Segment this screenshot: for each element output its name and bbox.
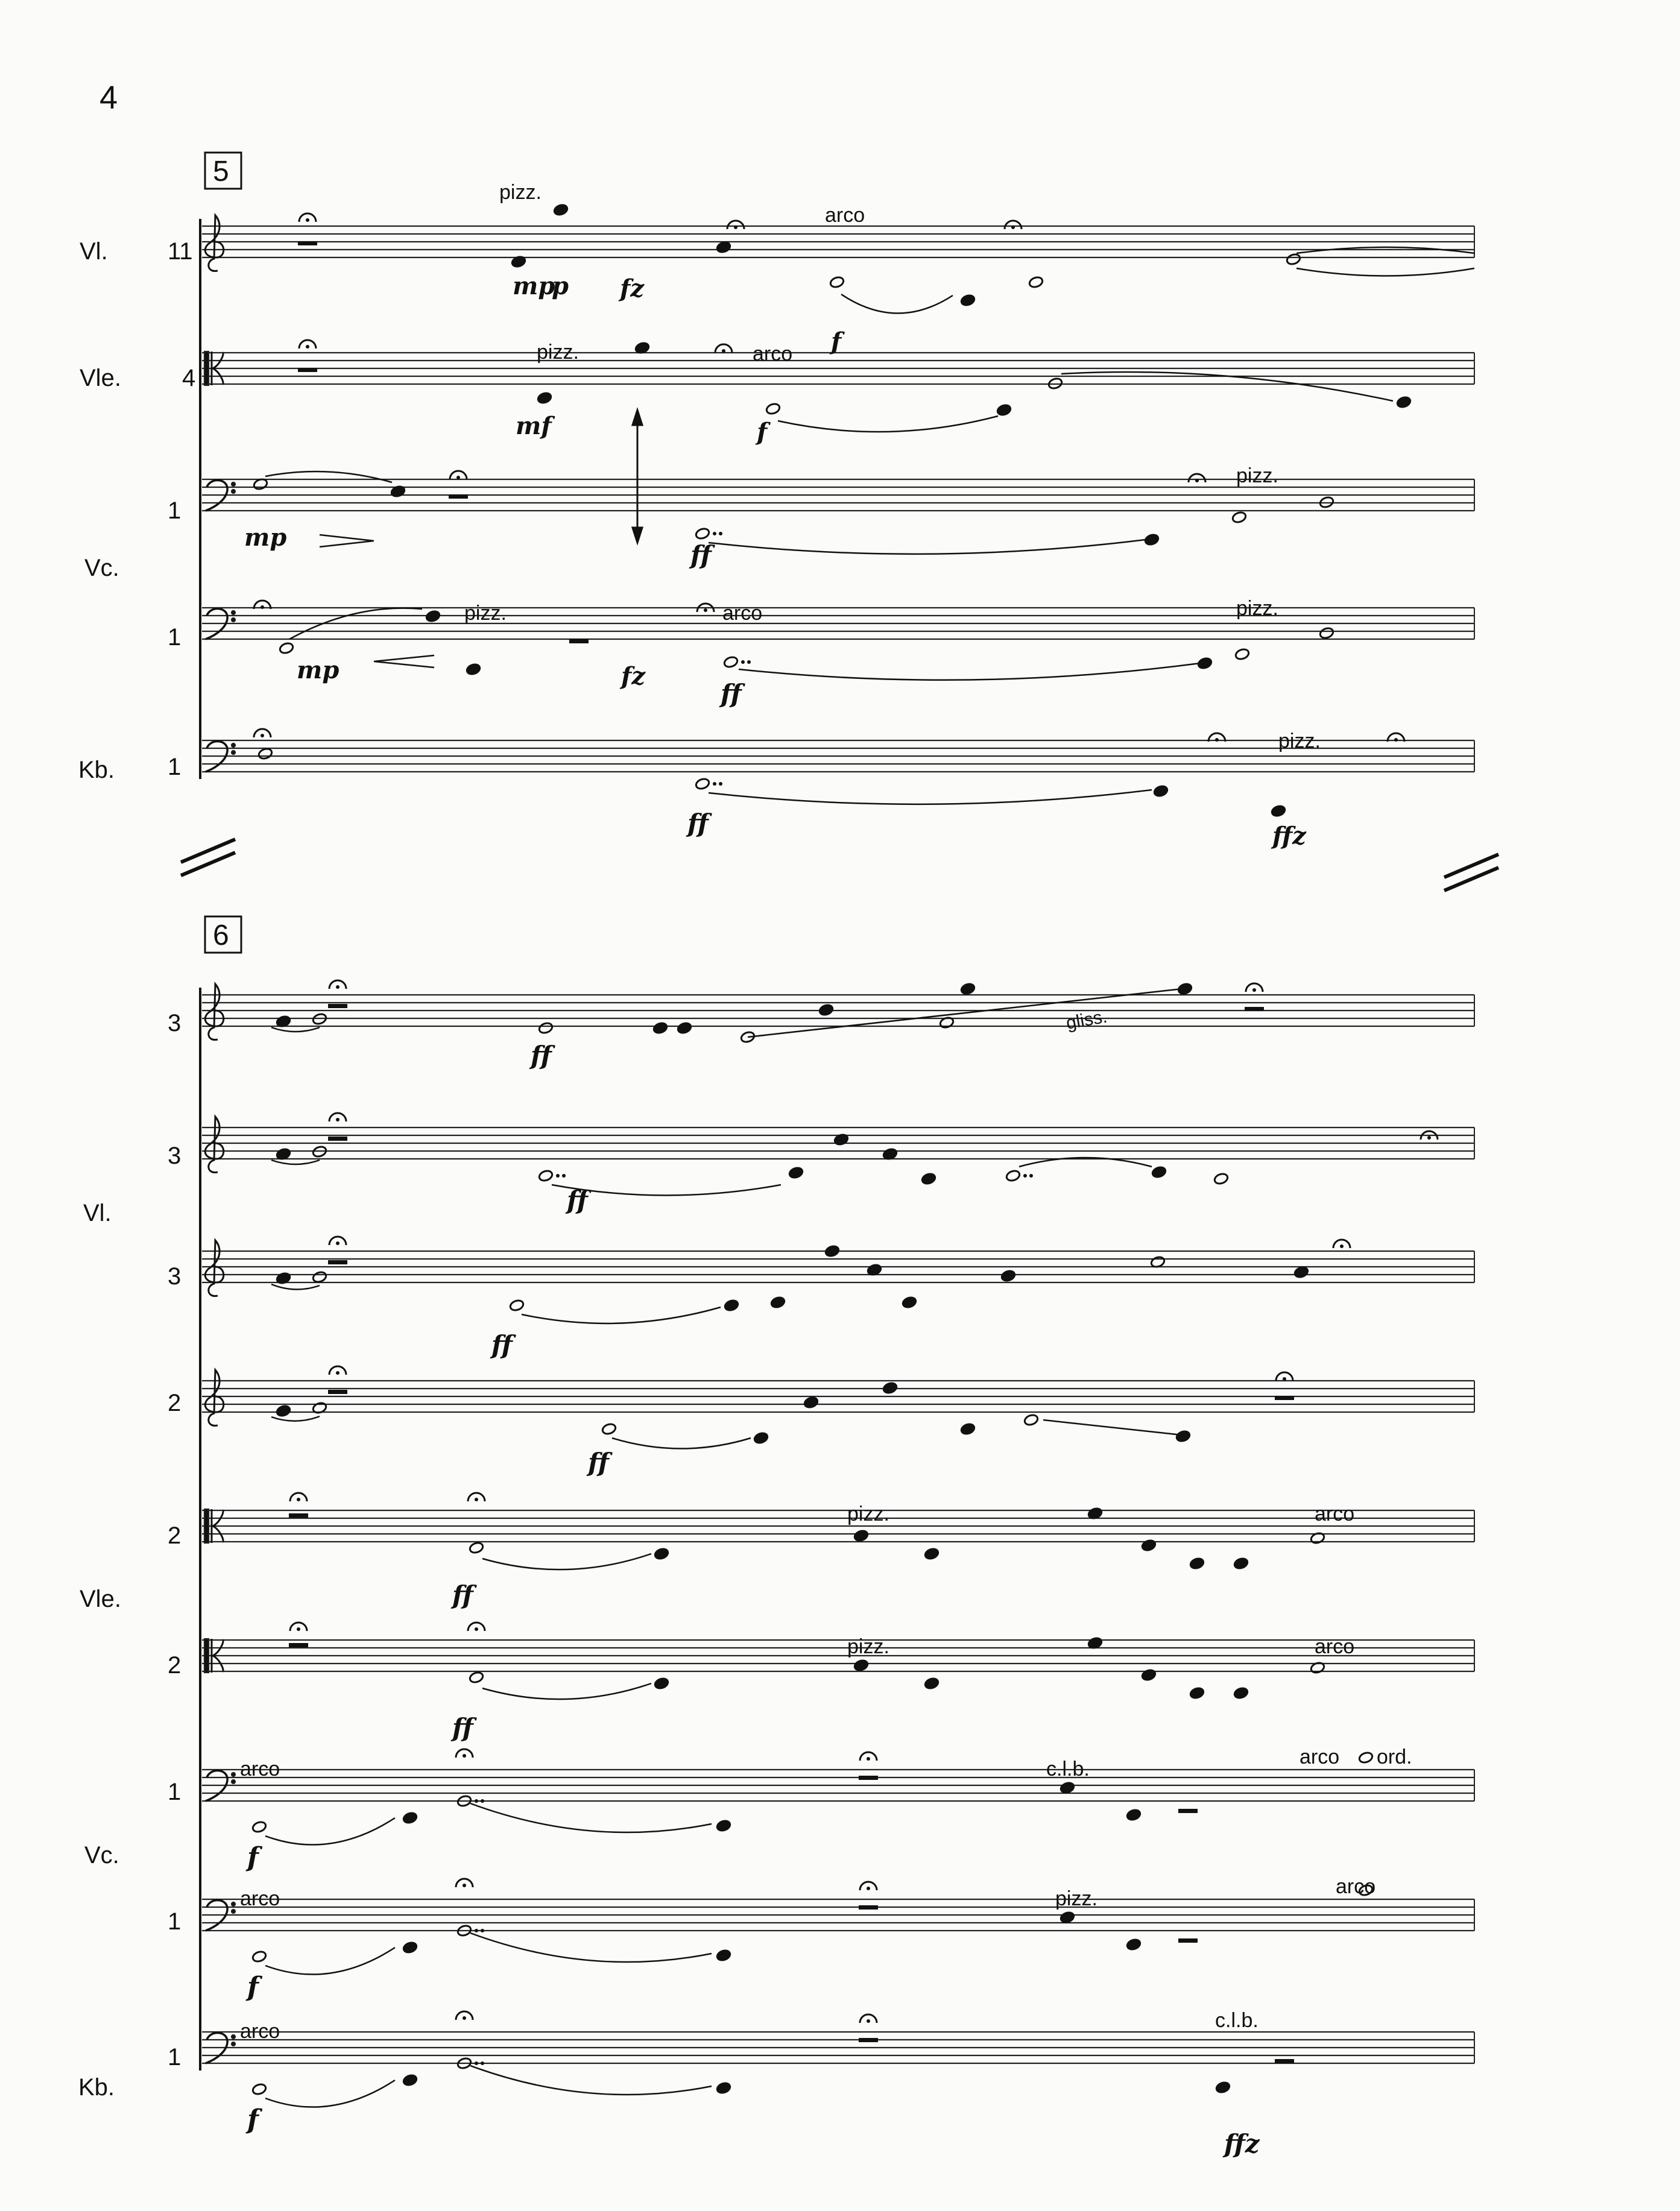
notehead (1396, 396, 1412, 409)
treble-clef (205, 984, 224, 1040)
dynamic-mark: mp (513, 272, 555, 300)
direction-text: pizz. (1236, 464, 1278, 487)
direction-text: ord. (1377, 1746, 1412, 1768)
direction-text: pizz. (1278, 730, 1321, 752)
bass-clef-dot (232, 1910, 235, 1913)
dot (719, 532, 722, 535)
treble-clef (205, 215, 224, 271)
notehead (716, 1949, 731, 1962)
notehead (538, 1021, 554, 1035)
dynamic-mark: f (757, 418, 768, 446)
direction-text: pizz. (847, 1503, 889, 1525)
slur (271, 1416, 320, 1421)
alto-clef-bar (204, 1509, 209, 1543)
half-rest (1178, 1938, 1198, 1943)
dynamic-mark: ff (690, 540, 712, 570)
notehead (425, 610, 441, 623)
bass-clef-dot (232, 618, 235, 622)
notehead (1177, 982, 1193, 995)
instrument-label: Vc. (84, 555, 119, 581)
half-rest (328, 1260, 347, 1264)
direction-text: pizz. (1236, 597, 1278, 620)
alto-clef-bar (204, 352, 209, 385)
player-count: 3 (168, 1010, 182, 1036)
dot (713, 782, 716, 786)
notehead (553, 203, 569, 216)
direction-text: arco (753, 342, 793, 365)
fermata-dot (1215, 738, 1219, 742)
notehead (716, 2081, 731, 2095)
notehead (723, 655, 739, 669)
dynamic-mark: f (247, 2104, 259, 2135)
treble-clef (205, 1370, 224, 1426)
direction-text: arco (240, 1887, 280, 1910)
slur (470, 2066, 712, 2095)
half-rest (289, 1513, 308, 1518)
fermata-dot (475, 1498, 478, 1501)
dynamic-mark: mp (244, 523, 287, 552)
fermata-dot (1340, 1244, 1344, 1248)
fermata-dot (1195, 479, 1199, 482)
notehead (1213, 1172, 1229, 1185)
direction-text: pizz. (847, 1635, 889, 1658)
fermata-dot (1283, 1377, 1286, 1381)
half-rest (298, 241, 317, 245)
alto-clef-bar (204, 1639, 209, 1673)
notehead (1023, 1413, 1039, 1427)
notehead (1028, 276, 1044, 289)
half-rest (859, 2038, 878, 2042)
dynamic-mark: ff (531, 1041, 552, 1070)
slur (709, 540, 1146, 554)
notehead (695, 527, 710, 540)
fermata-dot (306, 218, 309, 222)
player-count: 1 (168, 1908, 182, 1935)
fermata-dot (867, 1757, 870, 1761)
notehead (765, 402, 781, 415)
notehead (1215, 2081, 1231, 2094)
player-count: 1 (168, 2044, 182, 2071)
fermata-dot (734, 226, 737, 229)
bass-clef-dot (232, 1780, 235, 1784)
dot (562, 1174, 566, 1178)
bass-clef-dot (232, 743, 235, 747)
notehead (538, 1169, 554, 1182)
direction-text: pizz. (464, 602, 507, 625)
notehead (1059, 1911, 1075, 1924)
fermata-dot (475, 1627, 478, 1631)
notehead (1234, 648, 1250, 661)
half-rest (328, 1004, 347, 1008)
dynamic-mark: ff (588, 1448, 609, 1477)
notehead (537, 391, 552, 405)
dot (1029, 1174, 1033, 1178)
player-count: 1 (168, 624, 182, 651)
dynamic-mark: ff (452, 1713, 473, 1743)
fermata-dot (297, 1627, 300, 1631)
notehead (1144, 533, 1160, 546)
notehead (601, 1422, 617, 1436)
direction-text: c.l.b. (1215, 2009, 1258, 2032)
notehead (654, 1547, 669, 1560)
instrument-label: Vl. (83, 1200, 112, 1226)
notehead (312, 1270, 327, 1284)
notehead (466, 663, 481, 676)
notehead (1271, 804, 1286, 818)
dot (747, 660, 751, 664)
notehead (251, 1950, 267, 1963)
player-count: 2 (168, 1652, 182, 1679)
direction-text: arco (722, 602, 763, 625)
notehead (279, 642, 294, 655)
dynamic-mark: fz (621, 662, 645, 690)
bass-clef-dot (232, 751, 235, 754)
notehead (853, 1529, 869, 1542)
slur (265, 1948, 395, 1975)
notehead (1233, 1686, 1249, 1700)
half-rest (289, 1643, 308, 1647)
direction-text: c.l.b. (1046, 1758, 1090, 1780)
notehead (902, 1296, 917, 1309)
fermata-dot (1394, 738, 1398, 742)
instrument-label: Vc. (84, 1842, 119, 1869)
notehead (960, 982, 976, 995)
dynamic-mark: f (831, 327, 842, 356)
notehead (716, 1819, 731, 1832)
fermata-dot (336, 1118, 339, 1121)
notehead (1126, 1808, 1142, 1821)
notehead (402, 1811, 418, 1825)
fermata-dot (306, 345, 309, 349)
notehead (402, 2074, 418, 2087)
dynamic-mark: f (247, 1972, 259, 2002)
notehead (652, 1021, 668, 1035)
dynamic-mark: ff (721, 679, 742, 708)
tie (1296, 247, 1474, 276)
notehead (1005, 1169, 1021, 1182)
fermata-dot (867, 1887, 870, 1890)
dynamic-mark: ff (687, 809, 709, 838)
dot (556, 1174, 560, 1178)
notehead (818, 1003, 834, 1017)
notehead (924, 1677, 939, 1690)
notehead (1231, 511, 1247, 524)
slur (612, 1438, 751, 1449)
half-rest (859, 1776, 878, 1780)
notehead (960, 1422, 976, 1436)
direction-text: arco (1315, 1503, 1355, 1525)
instrument-label: Vle. (80, 365, 121, 391)
fermata-dot (463, 2016, 466, 2020)
player-count: 1 (168, 1779, 182, 1805)
fermata-dot (867, 2019, 870, 2023)
direction-text: arco (1299, 1746, 1340, 1768)
player-count: 3 (168, 1263, 182, 1290)
notehead (257, 747, 273, 760)
direction-text: arco (240, 2020, 280, 2043)
hairpin-decrescendo (320, 535, 374, 547)
bass-clef-dot (232, 1773, 235, 1776)
notehead (469, 1541, 484, 1554)
dynamic-mark: ff (567, 1185, 588, 1215)
line (1043, 1420, 1182, 1435)
glissando (748, 989, 1182, 1037)
notehead (921, 1172, 936, 1185)
dynamic-mark: ffz (1224, 2129, 1260, 2159)
notehead (654, 1677, 669, 1690)
slur (470, 1803, 712, 1832)
fermata-dot (722, 349, 725, 353)
player-count: 3 (168, 1143, 182, 1169)
slur (470, 1933, 712, 1962)
slur (482, 1683, 651, 1699)
notehead (1319, 626, 1334, 640)
rehearsal-mark: 6 (213, 919, 229, 951)
player-count: 4 (182, 365, 196, 391)
direction-text: arco (1315, 1635, 1355, 1658)
player-count: 1 (168, 497, 182, 524)
half-rest (328, 1390, 347, 1394)
notehead (1189, 1557, 1205, 1570)
slur (778, 416, 998, 432)
dot (481, 2061, 484, 2065)
dot (475, 1929, 478, 1932)
notehead (509, 1299, 525, 1312)
instrument-label: Vl. (80, 238, 108, 265)
direction-text: gliss. (1064, 1006, 1109, 1033)
arrow-line (633, 410, 642, 543)
slur (271, 1284, 320, 1290)
slur (265, 2080, 395, 2107)
notehead (276, 1404, 291, 1418)
bass-clef-dot (232, 2035, 235, 2039)
notehead (1059, 1781, 1075, 1794)
direction-text: pizz. (1055, 1887, 1097, 1910)
treble-clef (205, 1117, 224, 1173)
fermata-dot (336, 1371, 339, 1375)
fermata-dot (1011, 226, 1015, 229)
dynamic-mark: mp (297, 656, 339, 684)
notehead (402, 1941, 418, 1954)
notehead (853, 1659, 869, 1672)
notehead (753, 1431, 769, 1445)
hairpin-crescendo (374, 655, 434, 667)
player-count: 2 (168, 1390, 182, 1416)
bass-clef-dot (232, 1902, 235, 1906)
notehead (1358, 1751, 1374, 1764)
half-rest (859, 1905, 878, 1910)
fermata-dot (297, 1498, 300, 1501)
notehead (1153, 784, 1169, 798)
dynamic-mark: ff (452, 1580, 473, 1610)
notehead (770, 1296, 786, 1309)
notehead (824, 1244, 840, 1258)
instrument-label: Kb. (78, 757, 115, 783)
notehead (1175, 1430, 1191, 1443)
half-rest (328, 1137, 347, 1141)
system-separator-left (181, 839, 235, 875)
treble-clef (205, 1240, 224, 1296)
direction-text: pizz. (499, 181, 542, 204)
dynamic-mark: fz (620, 274, 644, 303)
instrument-label: Vle. (80, 1586, 121, 1612)
slur (739, 663, 1200, 680)
bass-clef-dot (232, 482, 235, 486)
fermata-dot (261, 734, 264, 737)
fermata-dot (261, 605, 264, 609)
fermata-dot (1427, 1136, 1431, 1140)
notehead (788, 1166, 804, 1179)
direction-text: arco (240, 1758, 280, 1780)
notehead (724, 1299, 739, 1312)
dynamic-mark: p (552, 272, 569, 300)
instrument-label: Kb. (78, 2074, 115, 2101)
notehead (716, 241, 731, 254)
slur (841, 294, 953, 314)
notehead (1286, 253, 1301, 266)
fermata-dot (1252, 988, 1256, 992)
half-rest (298, 368, 317, 372)
notehead (1197, 657, 1213, 670)
notehead (469, 1671, 484, 1684)
notehead (1189, 1686, 1205, 1700)
system-separator-right (1444, 854, 1498, 891)
notehead (677, 1021, 692, 1035)
notehead (1141, 1668, 1157, 1682)
slur (709, 790, 1152, 804)
dynamic-mark: f (247, 1842, 259, 1873)
bass-clef-dot (232, 2042, 235, 2046)
notehead (695, 777, 710, 790)
fermata-dot (463, 1754, 466, 1758)
fermata-dot (456, 476, 460, 479)
notehead (251, 2083, 267, 2096)
notehead (1141, 1539, 1157, 1552)
notes (251, 203, 1474, 2107)
slur (482, 1554, 651, 1569)
fermata-dot (463, 1884, 466, 1887)
slur (265, 1818, 395, 1845)
slur (271, 1027, 320, 1032)
page-number: 4 (99, 80, 118, 116)
dot (481, 1929, 484, 1932)
half-rest (1275, 1396, 1294, 1400)
direction-text: arco (825, 204, 865, 227)
dot (481, 1799, 484, 1803)
notehead (1233, 1557, 1249, 1570)
dot (719, 782, 722, 786)
slur (522, 1307, 721, 1323)
direction-text: arco (1336, 1875, 1376, 1898)
direction-text: pizz. (537, 341, 579, 364)
notehead (829, 276, 845, 289)
notehead (1000, 1269, 1016, 1282)
half-rest (449, 494, 468, 499)
half-rest (1245, 1007, 1264, 1011)
notehead (803, 1396, 819, 1409)
dynamic-mark: ff (491, 1330, 513, 1360)
half-rest (569, 639, 589, 643)
fermata-dot (336, 1241, 339, 1245)
dot (475, 2061, 478, 2065)
notehead (1151, 1165, 1167, 1179)
rehearsal-mark: 5 (213, 156, 229, 188)
notehead (1126, 1938, 1142, 1951)
notehead (1293, 1266, 1309, 1279)
notehead (996, 403, 1012, 417)
dot (1023, 1174, 1027, 1178)
dot (713, 532, 716, 535)
fermata-dot (336, 985, 339, 989)
notehead (882, 1381, 898, 1395)
bass-clef-dot (232, 611, 235, 614)
dynamic-mark: ffz (1272, 822, 1306, 850)
notehead (960, 294, 976, 307)
player-count: 11 (168, 238, 193, 265)
notehead (924, 1547, 939, 1560)
half-rest (1275, 2059, 1294, 2063)
dot (741, 660, 745, 664)
fermata-dot (704, 608, 707, 612)
notehead (251, 1820, 267, 1834)
slur (271, 1160, 320, 1164)
player-count: 2 (168, 1522, 182, 1549)
player-count: 1 (168, 754, 182, 780)
half-rest (1178, 1809, 1198, 1813)
bass-clef-dot (232, 490, 235, 493)
dot (475, 1799, 478, 1803)
slur (265, 472, 392, 482)
dynamic-mark: mf (516, 412, 552, 440)
